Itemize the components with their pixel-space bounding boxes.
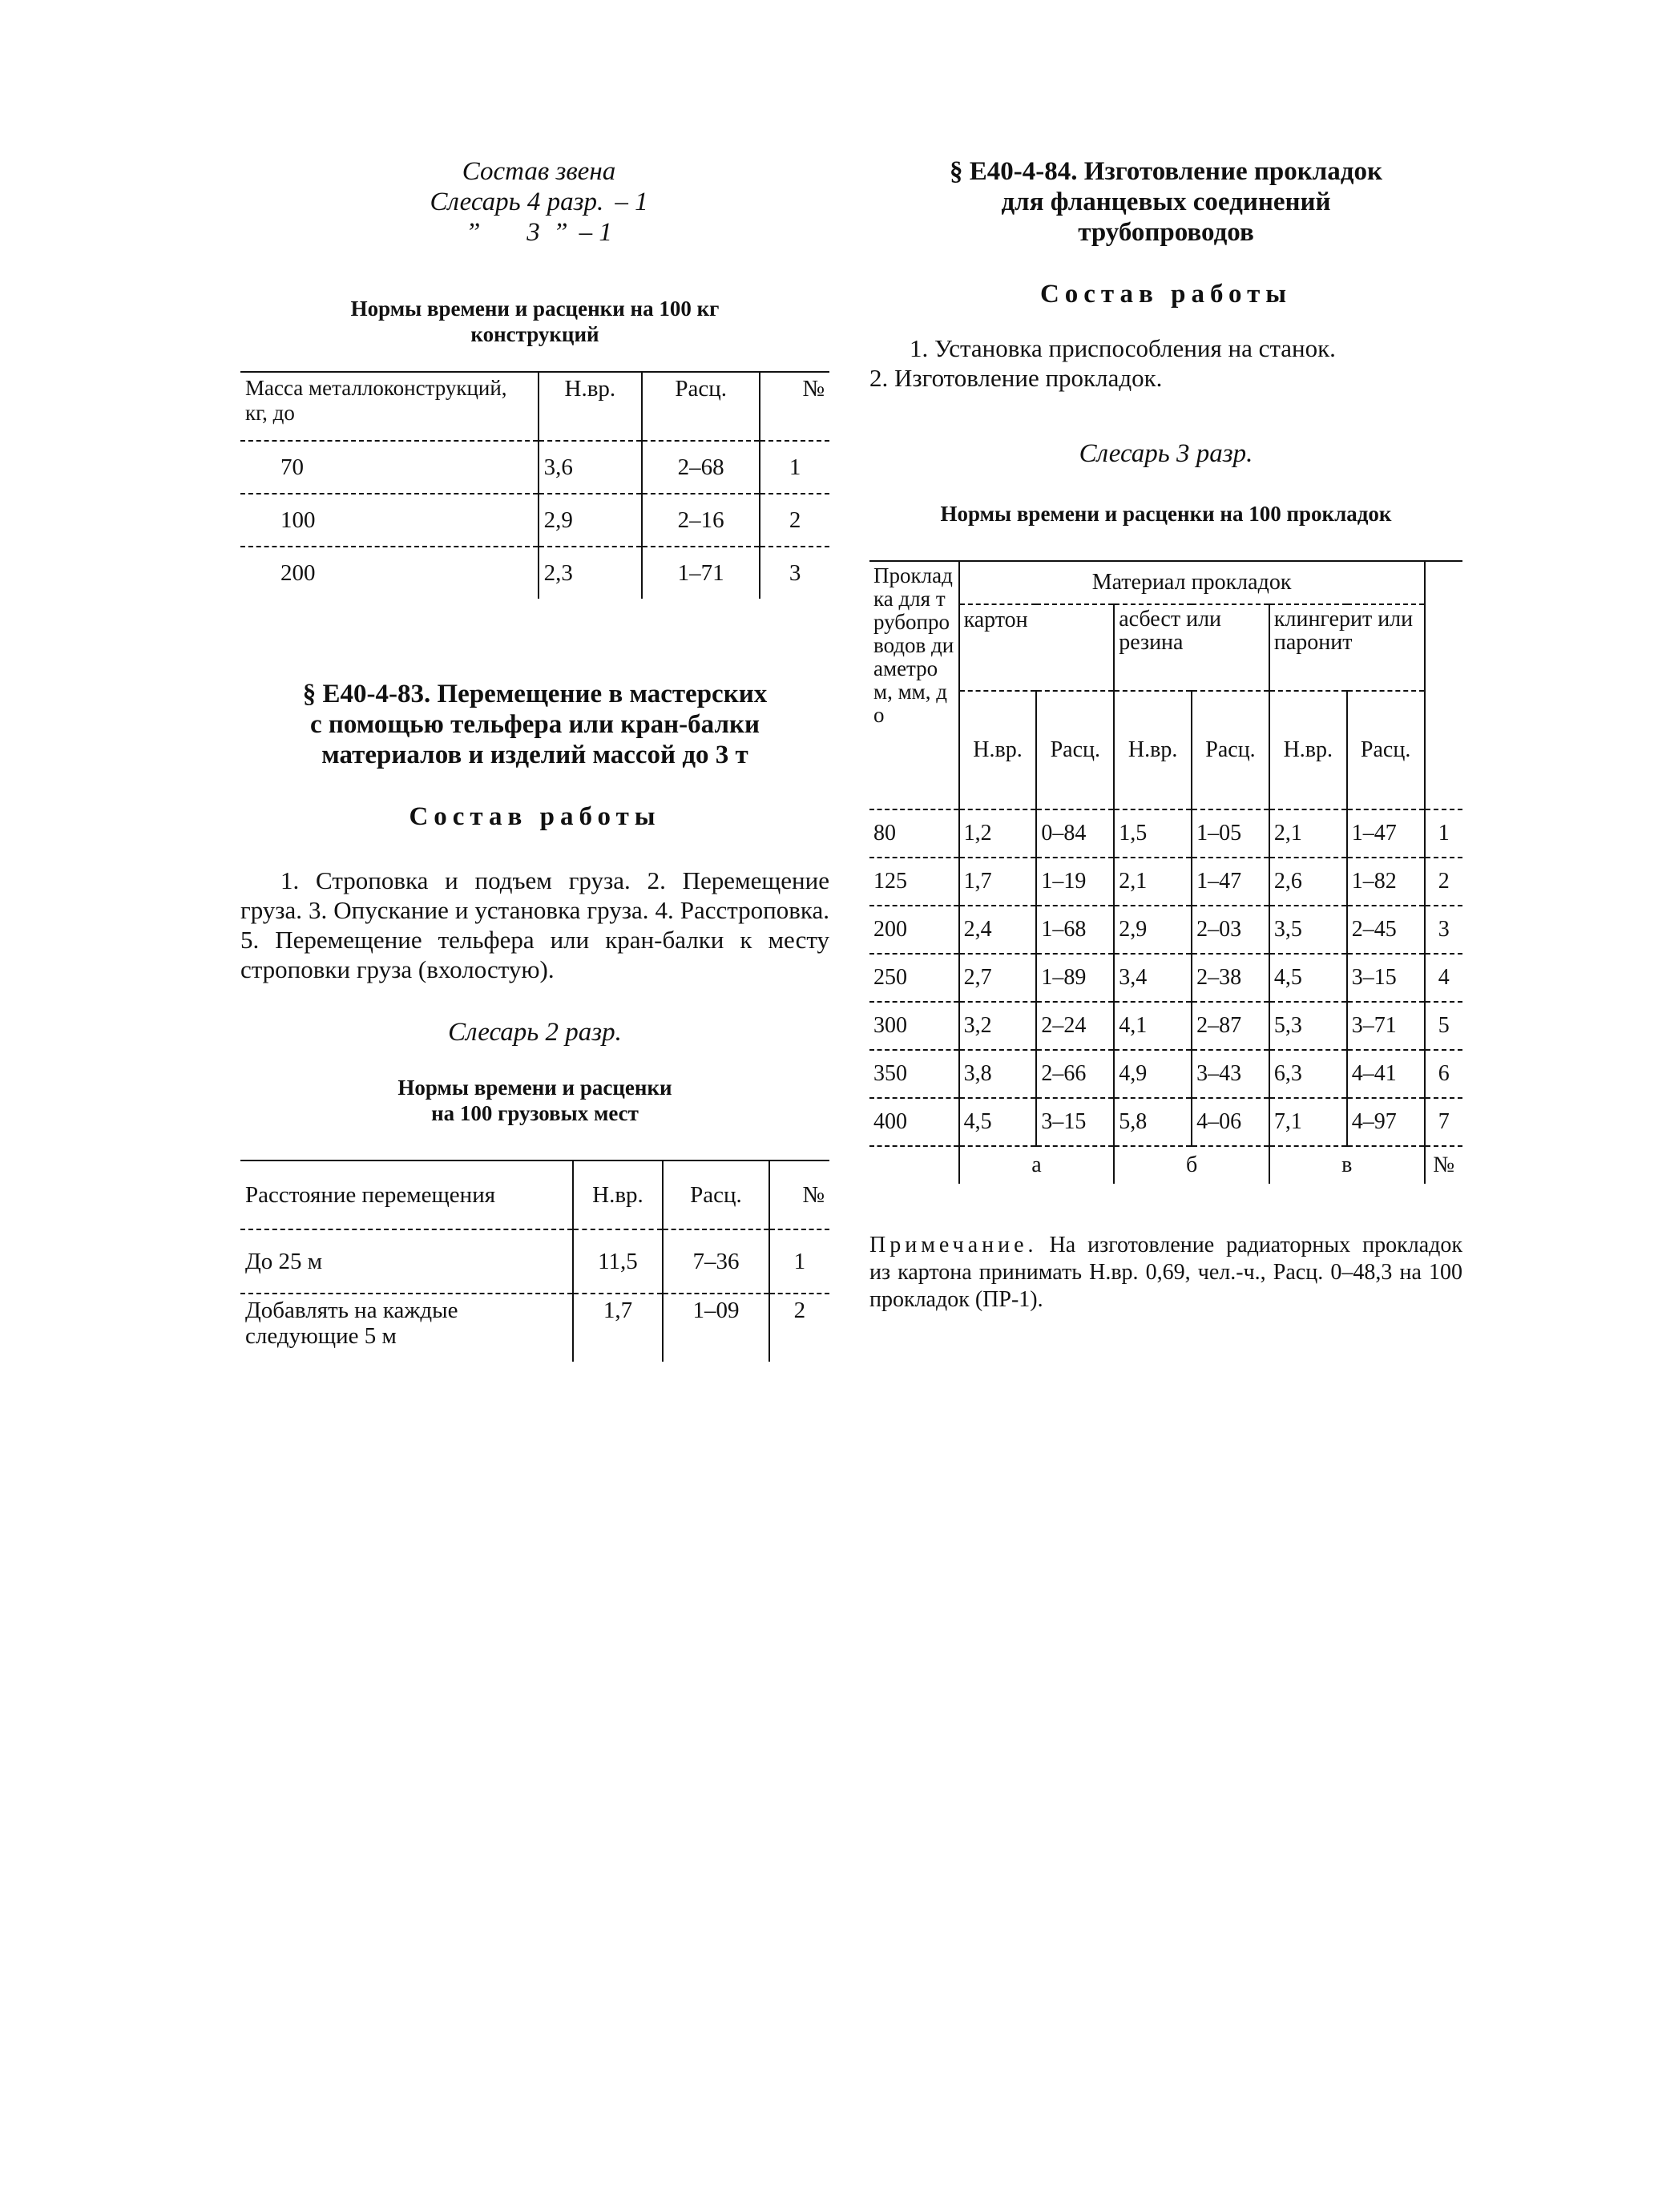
cell: 200 xyxy=(280,559,316,586)
cell: 2–38 xyxy=(1192,954,1269,1002)
footer-cell: б xyxy=(1114,1146,1269,1184)
cell: 1–82 xyxy=(1347,858,1425,906)
cell: 3 xyxy=(760,547,829,599)
cell: 3–71 xyxy=(1347,1002,1425,1050)
crew-role: Слесарь 4 разр. xyxy=(430,188,604,216)
blank xyxy=(1425,691,1462,809)
cell: 6 xyxy=(1425,1050,1462,1098)
cell: 1 xyxy=(769,1229,829,1294)
cell: 4–97 xyxy=(1347,1098,1425,1146)
title-line: с помощью тельфера или кран-балки xyxy=(310,710,760,739)
table-header-row xyxy=(869,561,1462,604)
cell: 1–47 xyxy=(1347,809,1425,858)
work-heading: Состав работы xyxy=(1039,280,1293,309)
table-row xyxy=(869,906,1462,954)
cell: 1 xyxy=(1425,809,1462,858)
table3-caption: Нормы времени и расценки на 100 прокладок xyxy=(940,502,1392,526)
col-header: Расц. xyxy=(663,1160,769,1229)
cell: 125 xyxy=(869,858,959,906)
cell: 1–89 xyxy=(1036,954,1114,1002)
cell: 80 xyxy=(869,809,959,858)
nvr-header: Н.вр. xyxy=(1269,691,1347,809)
cell: 7 xyxy=(1425,1098,1462,1146)
rasc-header: Расц. xyxy=(1347,691,1425,809)
table-footer-row xyxy=(869,1146,1462,1184)
footer-cell: № xyxy=(1433,1152,1455,1177)
title-line: § Е40-4-84. Изготовление прокладок xyxy=(950,157,1382,186)
cell: 3,6 xyxy=(539,441,642,494)
col-header: Расстояние перемещения xyxy=(240,1160,573,1229)
cell: 2–24 xyxy=(1036,1002,1114,1050)
blank xyxy=(1425,561,1462,604)
row-header: Прокладка для трубопроводов диаметром, мм, до xyxy=(869,561,959,809)
cell: 5,3 xyxy=(1269,1002,1347,1050)
blank xyxy=(869,1146,959,1184)
cell: 2 xyxy=(760,494,829,547)
crew-role: ” 3 ” xyxy=(466,218,568,247)
cell: 350 xyxy=(869,1050,959,1098)
cell: 3–43 xyxy=(1192,1050,1269,1098)
table-row xyxy=(869,809,1462,858)
cell: 2–03 xyxy=(1192,906,1269,954)
caption-line: Нормы времени и расценки на 100 кг xyxy=(350,297,720,321)
cell: 4,5 xyxy=(959,1098,1037,1146)
cell: 2,9 xyxy=(1114,906,1192,954)
table-gasket-norms xyxy=(869,560,1462,1184)
col-header: Н.вр. xyxy=(573,1160,663,1229)
cell: 3 xyxy=(1425,906,1462,954)
cell: 2–45 xyxy=(1347,906,1425,954)
table-header-row xyxy=(240,1160,829,1229)
cell: 2–68 xyxy=(642,441,760,494)
title-line: для фланцевых соединений xyxy=(1001,188,1331,216)
cell: 100 xyxy=(240,494,539,547)
table-subheader-row xyxy=(869,604,1462,691)
cell: 250 xyxy=(869,954,959,1002)
crew-block xyxy=(248,156,829,248)
cell: 1,5 xyxy=(1114,809,1192,858)
crew-count: – 1 xyxy=(579,218,612,247)
crew-count: – 1 xyxy=(615,188,648,216)
cell: 70 xyxy=(240,441,539,494)
cell: 2–66 xyxy=(1036,1050,1114,1098)
cell: 5,8 xyxy=(1114,1098,1192,1146)
table-row xyxy=(240,1229,829,1294)
cell: 2,3 xyxy=(539,547,642,599)
caption-line: Нормы времени и расценки xyxy=(397,1076,672,1100)
note-text: На изготовление радиаторных прокладок из картона принимать Н.вр. 0,69, чел.-ч., Расц. 0–48,3 на 100 прокладок (ПР-1). xyxy=(869,1233,1462,1312)
section84-title xyxy=(869,156,1462,248)
cell: 2,6 xyxy=(1269,858,1347,906)
cell: 4,9 xyxy=(1114,1050,1192,1098)
table-row xyxy=(869,1098,1462,1146)
title-line: материалов и изделий массой до 3 т xyxy=(321,741,748,769)
cell: 1 xyxy=(760,441,829,494)
table2-caption xyxy=(240,1075,829,1126)
cell: 300 xyxy=(869,1002,959,1050)
worker-label: Слесарь 3 разр. xyxy=(1079,439,1253,468)
material-header: клингерит или паронит xyxy=(1269,604,1425,691)
table-units-row xyxy=(869,691,1462,809)
cell: До 25 м xyxy=(240,1229,573,1294)
cell: 2–16 xyxy=(642,494,760,547)
footer-cell: в xyxy=(1269,1146,1425,1184)
material-header: асбест или резина xyxy=(1114,604,1269,691)
cell: Добавлять на каждые следующие 5 м xyxy=(245,1298,458,1349)
table-row xyxy=(869,954,1462,1002)
cell: 4–41 xyxy=(1347,1050,1425,1098)
cell: 7–36 xyxy=(663,1229,769,1294)
table-mass-norms xyxy=(240,371,829,599)
work-text: 1. Строповка и подъем груза. 2. Перемещение груза. 3. Опускание и установка груза. 4. Расстроповка. 5. Перемещение тельфера или кран-балки к месту строповки груза (вхолостую). xyxy=(240,866,829,983)
cell: 1–47 xyxy=(1192,858,1269,906)
note-label: Примечание. xyxy=(869,1233,1038,1257)
cell: 3,4 xyxy=(1114,954,1192,1002)
rasc-header: Расц. xyxy=(1036,691,1114,809)
title-line: трубопроводов xyxy=(1078,218,1254,247)
col-header: Н.вр. xyxy=(539,372,642,441)
table1-caption xyxy=(240,296,829,347)
cell: 2,7 xyxy=(959,954,1037,1002)
table-body xyxy=(869,809,1462,1146)
cell: 2,9 xyxy=(539,494,642,547)
blank xyxy=(1425,604,1462,691)
table-row xyxy=(869,1002,1462,1050)
cell: 11,5 xyxy=(573,1229,663,1294)
crew-title: Состав звена xyxy=(462,157,616,186)
table-move-norms xyxy=(240,1160,829,1362)
table-row xyxy=(869,858,1462,906)
cell: 2,4 xyxy=(959,906,1037,954)
cell: 4,1 xyxy=(1114,1002,1192,1050)
right-column xyxy=(869,156,1462,1314)
col-header: Расц. xyxy=(642,372,760,441)
col-header: Масса металлоконструкций, кг, до xyxy=(240,372,539,441)
section83-title xyxy=(240,679,829,770)
cell: 1,7 xyxy=(959,858,1037,906)
cell: 400 xyxy=(869,1098,959,1146)
cell: 2,1 xyxy=(1269,809,1347,858)
work-list xyxy=(869,333,1462,393)
crew-line-2 xyxy=(248,217,829,248)
cell: 1–09 xyxy=(663,1294,769,1362)
cell: 4 xyxy=(1425,954,1462,1002)
material-header: картон xyxy=(959,604,1115,691)
work-item: 2. Изготовление прокладок. xyxy=(869,364,1163,392)
cell: 3,2 xyxy=(959,1002,1037,1050)
table-row xyxy=(240,441,829,494)
cell: 4–06 xyxy=(1192,1098,1269,1146)
caption-line: конструкций xyxy=(470,322,599,346)
cell: 4,5 xyxy=(1269,954,1347,1002)
left-column xyxy=(240,156,829,1362)
footer-cell: а xyxy=(959,1146,1115,1184)
cell: 1–68 xyxy=(1036,906,1114,954)
caption-line: на 100 грузовых мест xyxy=(431,1101,639,1125)
cell: 7,1 xyxy=(1269,1098,1347,1146)
cell: 3–15 xyxy=(1347,954,1425,1002)
table-row xyxy=(240,547,829,599)
crew-line-1 xyxy=(248,187,829,217)
table-row xyxy=(240,1294,829,1362)
rasc-header: Расц. xyxy=(1192,691,1269,809)
group-header: Материал прокладок xyxy=(959,561,1425,604)
col-header: № xyxy=(760,372,829,441)
note xyxy=(869,1232,1462,1314)
nvr-header: Н.вр. xyxy=(959,691,1037,809)
col-header: № xyxy=(769,1160,829,1229)
cell: 2,1 xyxy=(1114,858,1192,906)
table-header-row xyxy=(240,372,829,441)
cell: 3–15 xyxy=(1036,1098,1114,1146)
cell: 5 xyxy=(1425,1002,1462,1050)
table-row xyxy=(240,494,829,547)
cell: 2 xyxy=(769,1294,829,1362)
cell: 6,3 xyxy=(1269,1050,1347,1098)
cell: 2 xyxy=(1425,858,1462,906)
cell: 1–71 xyxy=(642,547,760,599)
work-item: 1. Установка приспособления на станок. xyxy=(910,334,1336,362)
table-row xyxy=(869,1050,1462,1098)
cell: 2–87 xyxy=(1192,1002,1269,1050)
nvr-header: Н.вр. xyxy=(1114,691,1192,809)
cell: 1,7 xyxy=(573,1294,663,1362)
work-heading: Состав работы xyxy=(409,802,661,831)
cell: 3,8 xyxy=(959,1050,1037,1098)
cell: 200 xyxy=(869,906,959,954)
cell: 3,5 xyxy=(1269,906,1347,954)
cell: 1,2 xyxy=(959,809,1037,858)
cell: 0–84 xyxy=(1036,809,1114,858)
title-line: § Е40-4-83. Перемещение в мастерских xyxy=(302,680,768,708)
cell: 1–05 xyxy=(1192,809,1269,858)
cell: 1–19 xyxy=(1036,858,1114,906)
worker-label: Слесарь 2 разр. xyxy=(448,1018,622,1047)
